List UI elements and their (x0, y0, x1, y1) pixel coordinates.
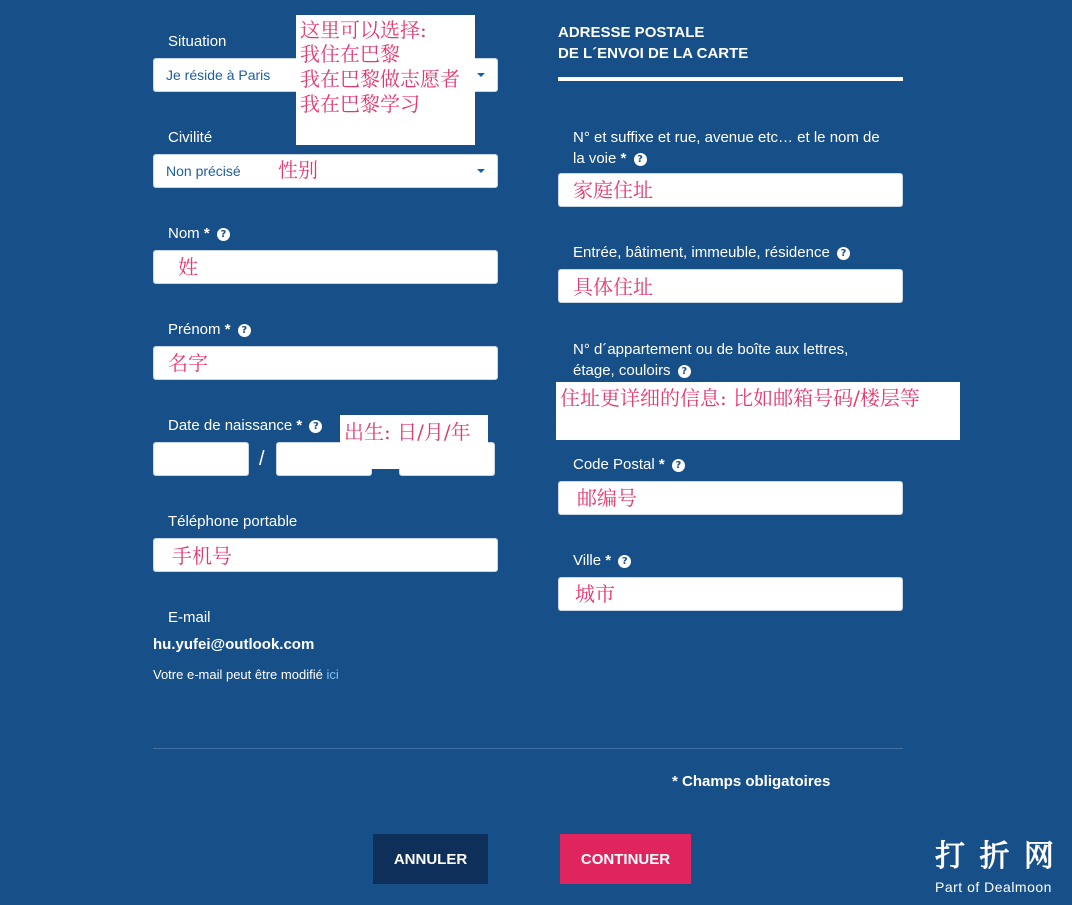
address-section-title (558, 22, 748, 64)
required-mark: * (658, 456, 665, 473)
civilite-select[interactable] (153, 154, 498, 188)
apartment-annotation: 住址更详细的信息: 比如邮箱号码/楼层等 (560, 386, 920, 410)
caret-down-icon (477, 169, 485, 173)
question-circle-icon[interactable]: ? (238, 324, 251, 337)
city-annotation: 城市 (575, 582, 615, 606)
prenom-label-text: Prénom (168, 321, 221, 338)
section-title-underline (558, 77, 903, 81)
street-annotation: 家庭住址 (573, 178, 653, 202)
required-mark: * (605, 552, 612, 569)
nom-label-text: Nom (168, 225, 200, 242)
building-label (573, 244, 850, 261)
apartment-label-line2: étage, couloirs (573, 362, 671, 379)
annotation-line: 我在巴黎学习 (300, 92, 420, 116)
annotation-line: 这里可以选择: (300, 18, 427, 42)
cancel-button[interactable]: ANNULER (373, 834, 488, 884)
address-title-line2: DE L´ENVOI DE LA CARTE (558, 45, 749, 62)
question-circle-icon[interactable]: ? (634, 153, 647, 166)
postal-annotation: 邮编号 (577, 486, 637, 510)
civilite-value: Non précisé (166, 163, 241, 179)
date-separator: / (259, 448, 265, 470)
street-label-line2: la voie (573, 150, 617, 167)
required-mark: * (224, 321, 231, 338)
city-label-text: Ville (573, 552, 602, 569)
postal-label-text: Code Postal (573, 456, 655, 473)
naissance-label-text: Date de naissance (168, 417, 293, 434)
prenom-annotation: 名字 (168, 351, 208, 375)
address-title-line1: ADRESSE POSTALE (558, 24, 705, 41)
situation-annotation (296, 15, 475, 145)
building-annotation: 具体住址 (573, 275, 653, 299)
situation-value: Je réside à Paris (166, 67, 271, 83)
annotation-line: 我住在巴黎 (300, 42, 400, 66)
email-value: hu.yufei@outlook.com (153, 636, 315, 653)
birth-day-input[interactable] (153, 442, 249, 476)
question-circle-icon[interactable]: ? (309, 420, 322, 433)
required-mark: * (203, 225, 210, 242)
prenom-label (168, 321, 251, 338)
email-edit-link[interactable]: ici (326, 667, 339, 682)
caret-down-icon (477, 73, 485, 77)
watermark-subtitle: Part of Dealmoon (935, 879, 1052, 895)
nom-annotation: 姓 (178, 255, 198, 279)
naissance-label (168, 417, 322, 434)
city-label (573, 552, 631, 569)
civilite-annotation: 性别 (278, 158, 318, 182)
required-mark: * (296, 417, 303, 434)
apartment-label (573, 339, 848, 381)
apartment-label-line1: N° d´appartement ou de boîte aux lettres, (573, 341, 849, 358)
required-mark: * (620, 150, 627, 167)
street-label (573, 127, 880, 169)
email-note-text: Votre e-mail peut être modifié (153, 667, 323, 682)
email-label: E-mail (168, 609, 211, 626)
street-label-line1: N° et suffixe et rue, avenue etc… et le nom de (573, 129, 880, 146)
situation-label: Situation (168, 33, 227, 50)
divider (153, 748, 903, 749)
apartment-annotation-box (556, 382, 960, 440)
telephone-label: Téléphone portable (168, 513, 298, 530)
naissance-annotation: 出生: 日/月/年 (344, 420, 471, 444)
question-circle-icon[interactable]: ? (217, 228, 230, 241)
annotation-line: 我在巴黎做志愿者 (300, 67, 460, 91)
watermark-logo: 打 折 网 (935, 839, 1056, 874)
telephone-annotation: 手机号 (172, 544, 232, 568)
nom-label (168, 225, 230, 242)
question-circle-icon[interactable]: ? (672, 459, 685, 472)
naissance-annotation-box (340, 415, 488, 469)
question-circle-icon[interactable]: ? (678, 365, 691, 378)
building-label-text: Entrée, bâtiment, immeuble, résidence (573, 244, 830, 261)
question-circle-icon[interactable]: ? (618, 555, 631, 568)
nom-input[interactable] (153, 250, 498, 284)
postal-label (573, 456, 685, 473)
question-circle-icon[interactable]: ? (837, 247, 850, 260)
email-note (153, 667, 339, 682)
civilite-label: Civilité (168, 129, 213, 146)
required-fields-note: * Champs obligatoires (672, 773, 831, 790)
continue-button[interactable]: CONTINUER (560, 834, 691, 884)
